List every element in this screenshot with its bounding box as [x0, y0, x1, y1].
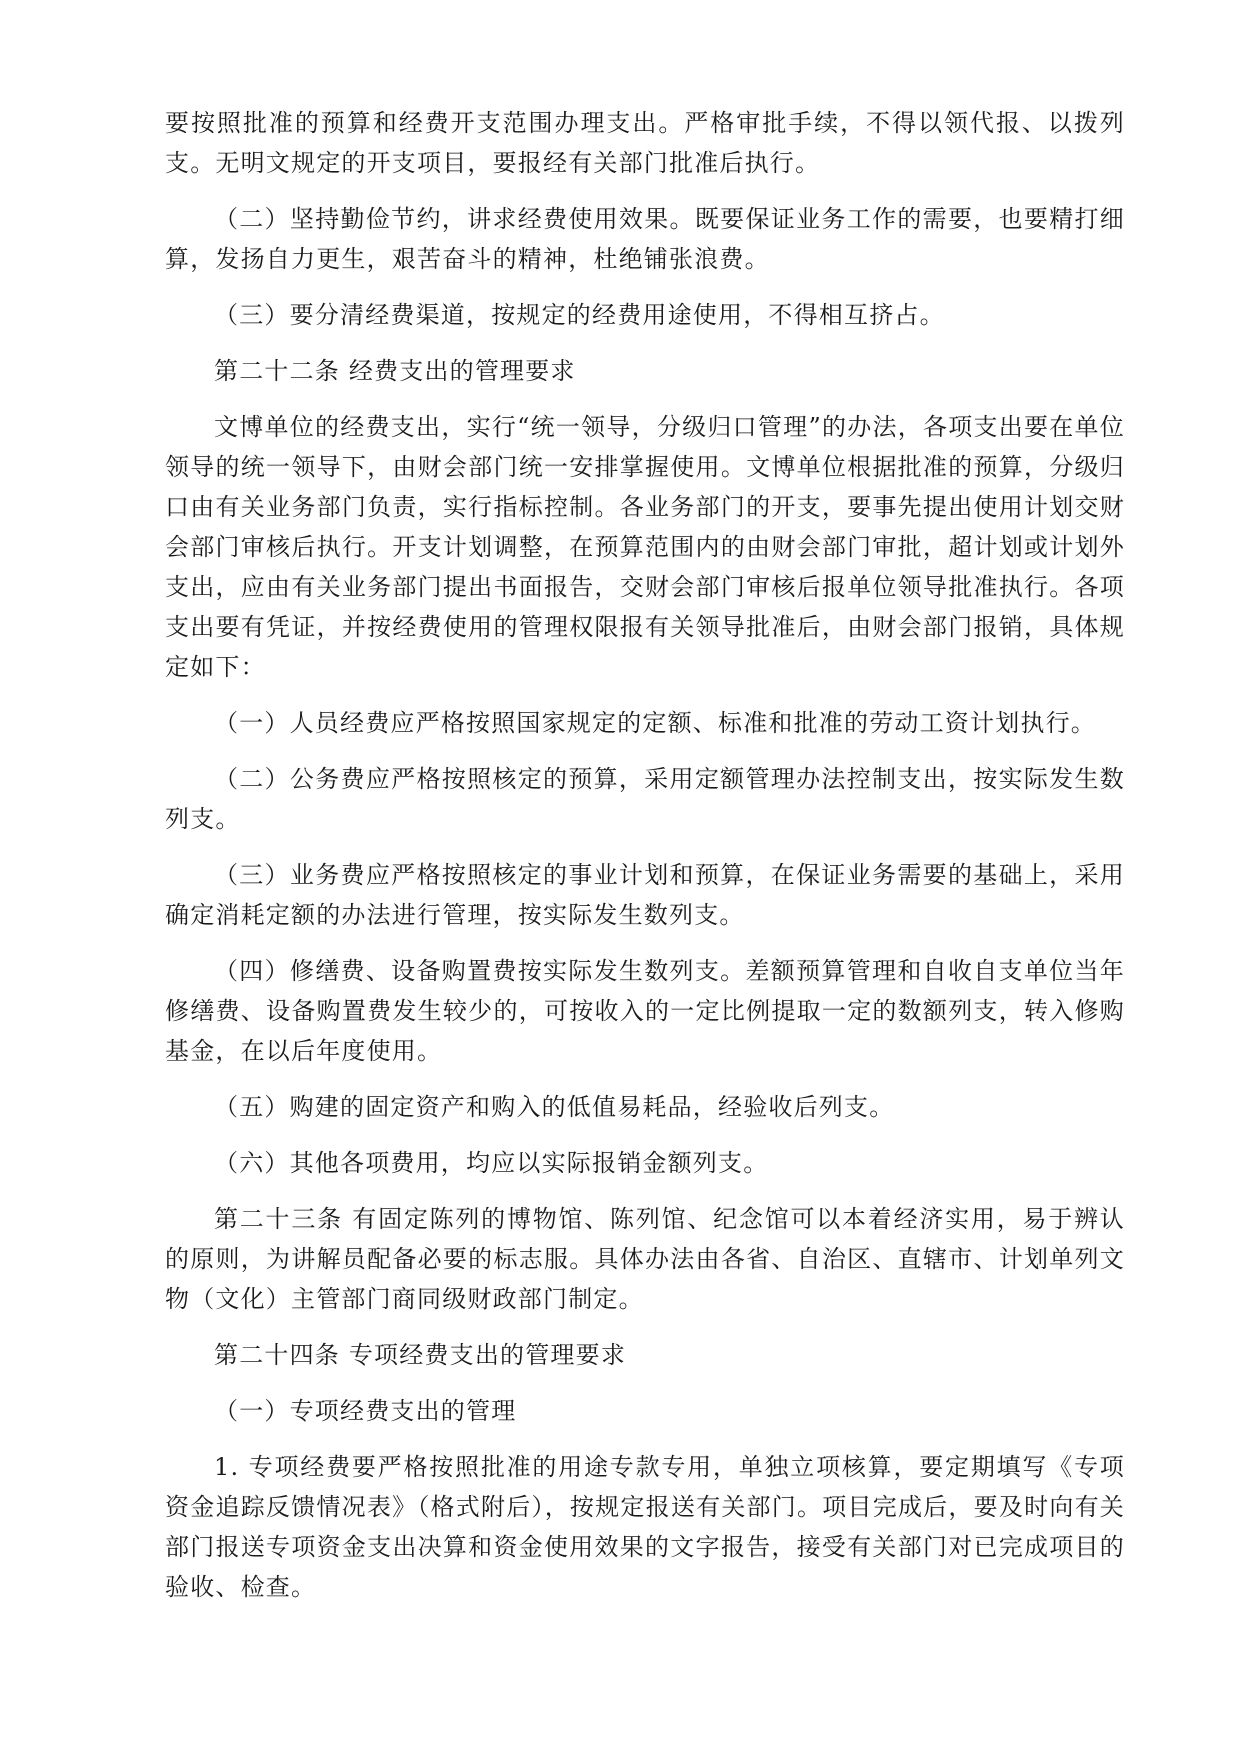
paragraph-11: （六）其他各项费用，均应以实际报销金额列支。 — [214, 1149, 769, 1177]
article-22-heading: 第二十二条 经费支出的管理要求 — [214, 357, 576, 385]
paragraph-5: 文博单位的经费支出，实行“统一领导，分级归口管理”的办法，各项支出要在单位领导的统一领导下，由财会部门统一安排掌握使用。文博单位根据批准的预算，分级归口由有关业务部门负责，实行指标控制。各业务部门的开支，要事先提出使用计划交财会部门审核后执行。开支计划调整，在预算范围内的由财会部门审批，超计划或计划外支出，应由有关业务部门提出书面报告，交财会部门审核后报单位领导批准执行。各项支出要有凭证，并按经费使用的管理权限报有关领导批准后，由财会部门报销，具体规定如下： — [165, 413, 1125, 681]
paragraph-7: （二）公务费应严格按照核定的预算，采用定额管理办法控制支出，按实际发生数列支。 — [165, 765, 1125, 833]
paragraph-6: （一）人员经费应严格按照国家规定的定额、标准和批准的劳动工资计划执行。 — [214, 709, 1096, 737]
paragraph-10: （五）购建的固定资产和购入的低值易耗品，经验收后列支。 — [214, 1093, 895, 1121]
paragraph-3: （三）要分清经费渠道，按规定的经费用途使用，不得相互挤占。 — [214, 301, 945, 329]
article-23-paragraph: 第二十三条 有固定陈列的博物馆、陈列馆、纪念馆可以本着经济实用，易于辨认的原则，为讲解员配备必要的标志服。具体办法由各省、自治区、直辖市、计划单列文物（文化）主管部门商同级财政部门制定。 — [165, 1205, 1125, 1313]
document-page — [165, 103, 1125, 1607]
paragraph-14: （一）专项经费支出的管理 — [214, 1397, 517, 1425]
paragraph-8: （三）业务费应严格按照核定的事业计划和预算，在保证业务需要的基础上，采用确定消耗定额的办法进行管理，按实际发生数列支。 — [165, 861, 1125, 929]
paragraph-15: 1. 专项经费要严格按照批准的用途专款专用，单独立项核算，要定期填写《专项资金追踪反馈情况表》（格式附后），按规定报送有关部门。项目完成后，要及时向有关部门报送专项资金支出决算和资金使用效果的文字报告，接受有关部门对已完成项目的验收、检查。 — [165, 1453, 1125, 1601]
article-24-heading: 第二十四条 专项经费支出的管理要求 — [214, 1341, 627, 1369]
paragraph-2: （二）坚持勤俭节约，讲求经费使用效果。既要保证业务工作的需要，也要精打细算，发扬自力更生，艰苦奋斗的精神，杜绝铺张浪费。 — [165, 205, 1125, 273]
paragraph-1: 要按照批准的预算和经费开支范围办理支出。严格审批手续，不得以领代报、以拨列支。无明文规定的开支项目，要报经有关部门批准后执行。 — [165, 109, 1125, 177]
paragraph-9: （四）修缮费、设备购置费按实际发生数列支。差额预算管理和自收自支单位当年修缮费、设备购置费发生较少的，可按收入的一定比例提取一定的数额列支，转入修购基金，在以后年度使用。 — [165, 957, 1125, 1065]
